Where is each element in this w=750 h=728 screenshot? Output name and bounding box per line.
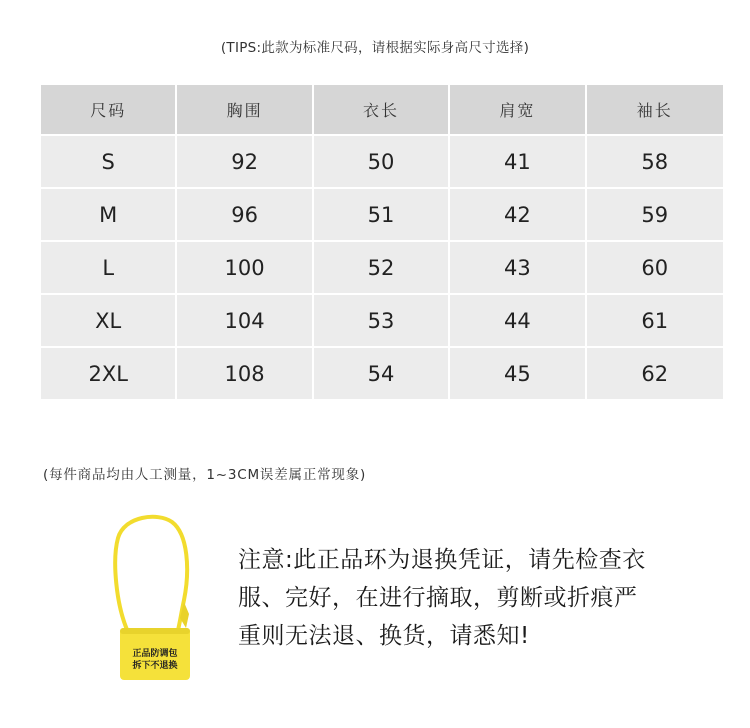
sleeve-cell: 62 [587, 348, 723, 399]
return-notice [238, 541, 708, 655]
sleeve-cell: 58 [587, 136, 723, 189]
table-header-row [41, 85, 723, 136]
length-cell: 50 [314, 136, 450, 189]
size-cell: 2XL [41, 348, 177, 399]
notice-line-1: 注意:此正品环为退换凭证，请先检查衣 [238, 547, 646, 573]
shoulder-cell: 43 [450, 242, 586, 295]
chest-cell: 92 [177, 136, 313, 189]
length-cell: 54 [314, 348, 450, 399]
table-row [41, 136, 723, 189]
sleeve-cell: 60 [587, 242, 723, 295]
measurement-note: (每件商品均由人工测量，1~3CM误差属正常现象) [43, 467, 367, 483]
length-cell: 51 [314, 189, 450, 242]
sleeve-cell: 61 [587, 295, 723, 348]
length-cell: 52 [314, 242, 450, 295]
tag-text-line2: 拆下不退换 [132, 661, 178, 671]
tag-text-line1: 正品防调包 [132, 649, 178, 659]
size-cell: L [41, 242, 177, 295]
sleeve-cell: 59 [587, 189, 723, 242]
chest-cell: 100 [177, 242, 313, 295]
table-row [41, 242, 723, 295]
table-row [41, 189, 723, 242]
size-table [41, 85, 723, 399]
size-cell: M [41, 189, 177, 242]
chest-cell: 104 [177, 295, 313, 348]
length-cell: 53 [314, 295, 450, 348]
column-header-size: 尺码 [41, 85, 177, 136]
shoulder-cell: 42 [450, 189, 586, 242]
chest-cell: 96 [177, 189, 313, 242]
tips-text: (TIPS:此款为标准尺码，请根据实际身高尺寸选择) [220, 40, 530, 56]
column-header-chest: 胸围 [177, 85, 313, 136]
shoulder-cell: 45 [450, 348, 586, 399]
notice-line-3: 重则无法退、换货，请悉知! [238, 623, 530, 649]
table-row [41, 295, 723, 348]
column-header-shoulder: 肩宽 [450, 85, 586, 136]
shoulder-cell: 44 [450, 295, 586, 348]
notice-line-2: 服、完好，在进行摘取，剪断或折痕严 [238, 585, 638, 611]
column-header-sleeve: 袖长 [587, 85, 723, 136]
table-row [41, 348, 723, 399]
anti-swap-tag-icon [108, 510, 208, 690]
size-cell: S [41, 136, 177, 189]
shoulder-cell: 41 [450, 136, 586, 189]
chest-cell: 108 [177, 348, 313, 399]
column-header-length: 衣长 [314, 85, 450, 136]
size-cell: XL [41, 295, 177, 348]
